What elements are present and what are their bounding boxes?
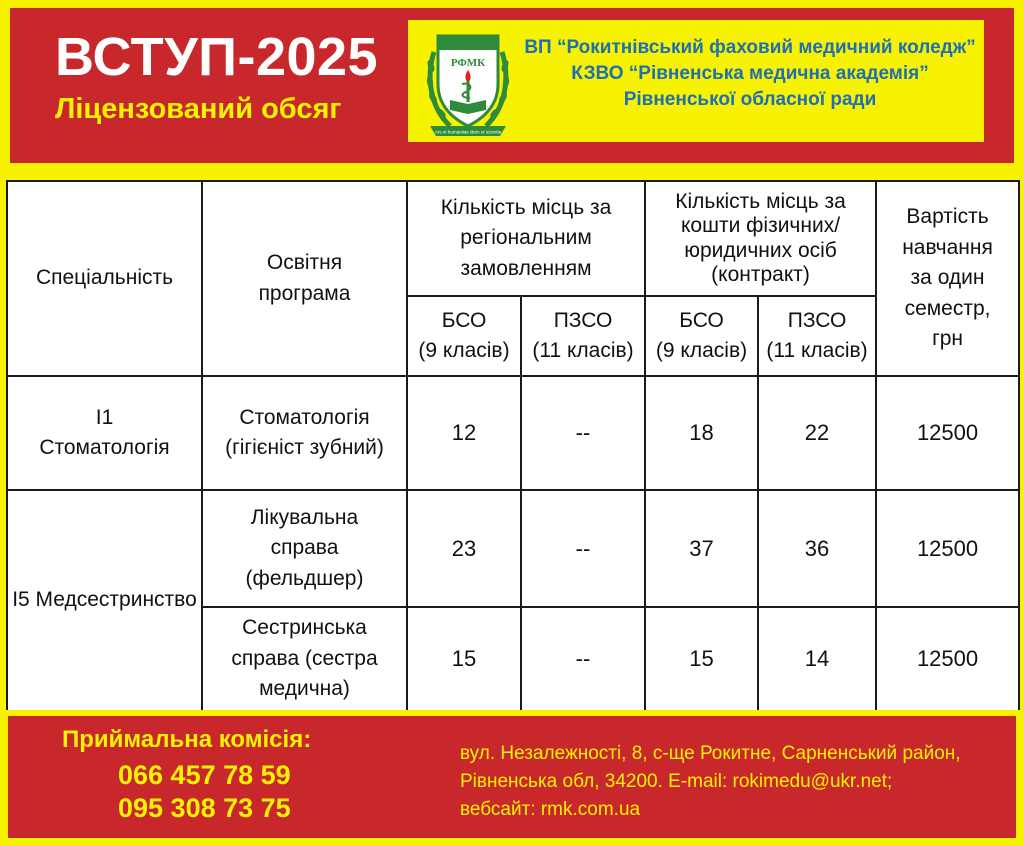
- cell-con-pzso: 14: [758, 607, 876, 711]
- header-pzso-label: ПЗСО: [787, 308, 847, 332]
- cell-reg-pzso: --: [521, 490, 645, 607]
- admission-table-wrap: [6, 180, 1018, 710]
- address-line[interactable]: вебсайт: rmk.com.ua: [460, 799, 641, 820]
- header-pzso-sub: (11 класів): [766, 339, 868, 362]
- header-program: Освітня програма: [202, 181, 407, 376]
- cell-con-bso: 37: [645, 490, 758, 607]
- cell-program: Лікувальна справа (фельдшер): [202, 490, 407, 607]
- phone-number[interactable]: 066 457 78 59: [118, 760, 291, 790]
- cell-reg-bso: 15: [407, 607, 521, 711]
- cell-reg-pzso: --: [521, 376, 645, 490]
- table-row: [7, 490, 1019, 607]
- cell-specialty: І5 Медсестринство: [7, 490, 202, 711]
- header-banner: [0, 0, 1024, 170]
- header-specialty: Спеціальність: [7, 181, 202, 376]
- cell-con-bso: 18: [645, 376, 758, 490]
- page-subtitle: Ліцензований обсяг: [55, 93, 342, 125]
- phone-number[interactable]: 095 308 73 75: [118, 793, 291, 823]
- header-cost: Вартість навчання за один семестр, грн: [876, 181, 1019, 376]
- header-bso-label: БСО: [441, 308, 487, 332]
- cell-con-pzso: 22: [758, 376, 876, 490]
- college-name-line: Рівненської обласної ради: [623, 89, 877, 110]
- cell-reg-bso: 12: [407, 376, 521, 490]
- header-contract: Кількість місць за кошти фізичних/ юридичних осіб (контракт): [645, 181, 876, 296]
- college-name: [516, 35, 984, 113]
- admission-commission-label: Приймальна комісія:: [62, 726, 312, 753]
- header-pzso-sub: (11 класів): [532, 339, 634, 362]
- header-bso-sub: (9 класів): [418, 339, 510, 362]
- cell-reg-bso: 23: [407, 490, 521, 607]
- header-reg-bso: [407, 296, 521, 376]
- header-reg-pzso: [521, 296, 645, 376]
- address-line[interactable]: Рівненська обл, 34200. E-mail: rokimedu@ukr.net;: [460, 771, 893, 792]
- admission-table: [6, 180, 1020, 712]
- table-row: [7, 376, 1019, 490]
- logo-initials: РФМК: [450, 57, 486, 69]
- college-info-box: [408, 20, 984, 142]
- contact-address: [460, 740, 1000, 824]
- cell-program: Стоматологія (гігієніст зубний): [202, 376, 407, 490]
- cell-con-bso: 15: [645, 607, 758, 711]
- cell-specialty: І1 Стоматологія: [7, 376, 202, 490]
- cell-program: Сестринська справа (сестра медична): [202, 607, 407, 711]
- cell-cost: 12500: [876, 376, 1019, 490]
- header-bso-sub: (9 класів): [655, 339, 748, 362]
- logo-motto: Ars et humanitas idem et scientia: [434, 129, 502, 135]
- page-title: ВСТУП-2025: [55, 27, 379, 87]
- cell-reg-pzso: --: [521, 607, 645, 711]
- college-name-line: КЗВО “Рівненська медична академія”: [571, 63, 929, 84]
- address-line: вул. Незалежності, 8, с-ще Рокитне, Сарненський район,: [460, 743, 961, 764]
- header-regional: Кількість місць за регіональним замовленням: [407, 181, 645, 296]
- footer-banner: [0, 710, 1024, 845]
- cell-con-pzso: 36: [758, 490, 876, 607]
- college-name-line: ВП “Рокитнівський фаховий медичний коледж”: [524, 37, 976, 58]
- header-pzso-label: ПЗСО: [553, 308, 613, 332]
- header-con-bso: [645, 296, 758, 376]
- header-bso-label: БСО: [679, 308, 724, 332]
- cell-cost: 12500: [876, 607, 1019, 711]
- emblem-icon: [420, 22, 516, 140]
- cell-cost: 12500: [876, 490, 1019, 607]
- header-con-pzso: [758, 296, 876, 376]
